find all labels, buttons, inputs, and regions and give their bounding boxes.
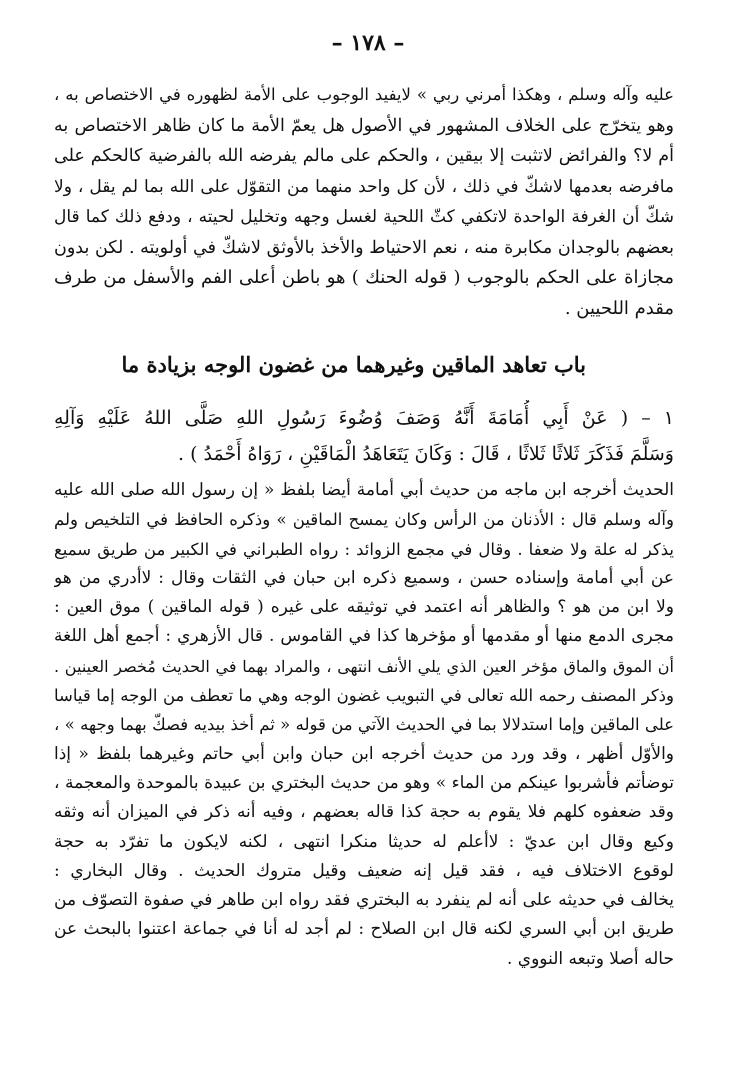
text-line: شكّ أن الغرفة الواحدة لاتكفي كثّ اللحية لغسل وجهه وتخليل لحيته ، ودفع ذلك كما قال [54,207,674,227]
text-line: الحديث أخرجه ابن ماجه من حديث أبي أمامة أيضا بلفظ « إن رسول الله صلى الله عليه [54,480,674,500]
text-line: ولا ابن من هو ؟ والظاهر أنه اعتمد في توثيقه على غيره ( قوله الماقين ) موق العين : [54,597,674,618]
intro-paragraph [54,80,674,324]
text-line: ١ – ( عَنْ أَبِي أُمَامَةَ أَنَّهُ وَصَفَ وُضُوءَ رَسُولِ اللهِ صَلَّى اللهُ عَلَيْهِ وَآلِهِ [54,407,674,429]
text-line: مافرضه بعدمها لاشكّ في ذلك ، لأن كل واحد منهما من التقوّل على الله بما لم يقل ، ولا [54,176,674,197]
text-line: أن الموق والماق مؤخر العين الذي يلي الأنف انتهى ، والمراد بهما في الحديث مُخصر العينين . [54,656,674,676]
hadith-text [54,400,674,472]
text-line: وذكر المصنف رحمه الله تعالى في التبويب غضون الوجه وهي ما تعطف من الوجه إما قياسا [54,686,674,706]
text-line: يخالف في حديثه على أنه لم ينفرد به البختري فقد رواه ابن طاهر في صفوة التصوّف من [54,890,674,911]
text-line: على الماقين وإما استدلالا بما في الحديث الآتي من قوله « ثم أخذ بيديه فصكّ بهما وجهه » ، [54,715,674,735]
text-line: بعضهم بالوجدان مكابرة منه ، نعم الاحتياط والأخذ بالأوثق لاشكّ في أولويته . لكن بدون [54,237,674,258]
text-line: والأوّل أظهر ، وقد ورد من حديث أخرجه ابن حبان وابن أبي حاتم وغيرهما بلفظ « إذا [54,743,674,764]
text-line: وآله وسلم قال : الأذنان من الرأس وكان يمسح الماقين » وذكره الحافظ في التلخيص ولم [54,510,674,530]
text-line: مجازاة على الحكم بالوجوب ( قوله الحنك ) هو باطن أعلى الفم والأسفل من طرف [54,267,674,288]
text-line: لوقوع الاختلاف فيه ، فقد قيل إنه ضعيف وقيل متروك الحديث . وقال البخاري : [54,860,674,881]
text-line: يذكر له علة ولا ضعفا . وقال في مجمع الزوائد : رواه الطبراني في الكبير من طريق سميع [54,539,674,559]
text-line: توضأتم فأشربوا عينكم من الماء » وهو من حديث البختري بن عبيدة بالموحدة والمعجمة ، [54,772,674,793]
text-line: مقدم اللحيين . [564,297,674,319]
chapter-heading: باب تعاهد الماقين وغيرهما من غضون الوجه بزيادة ما [121,352,586,377]
text-line: مجرى الدمع منها أو مقدمها أو مؤخرها كذا في القاموس . قال الأزهري : أجمع أهل اللغة [54,626,674,647]
text-line: عن أبي أمامة وإسناده حسن ، وسميع ذكره ابن حبان في الثقات وقال : لاأدري من هو [54,567,674,588]
text-line: وقد ضعفوه كلهم فلا يقوم به حجة كذا قاله بعضهم ، وفيه أنه ذكر في الميزان أنه وثقه [54,802,674,823]
text-line: طريق ابن أبي السري لكنه قال ابن الصلاح : لم أجد له أنا في جماعة اعتنوا بالبحث عن [54,919,674,940]
commentary-paragraph [54,476,674,974]
text-line: وَسَلَّمَ فَذَكَرَ ثَلاثًا ثَلاثًا ، قَالَ : وَكَانَ يَتَعَاهَدُ الْمَاقَيْنِ ، رَوَاهُ أَحْمَدُ ) . [178,443,674,465]
text-line: وهو يتخرّج على الخلاف المشهور في الأصول هل يعمّ الأمة ما كان ظاهر الاختصاص به [54,115,674,136]
page-number: – ١٧٨ – [331,30,405,56]
text-line: أم لا؟ والفرائض لاتثبت إلا بيقين ، والحكم على مالم يفرضه الله بالفرضية كالحكم على [54,146,674,166]
text-line: حاله أصلا وتبعه النووي . [506,948,674,969]
text-line: وكيع وقال ابن عديّ : لاأعلم له حديثا منكرا انتهى ، لكنه لايكون ما تفرّد به حجة [54,831,674,852]
text-line: عليه وآله وسلم ، وهكذا أمرني ربي » لايفيد الوجوب على الأمة لظهوره في الاختصاص به ، [54,85,674,104]
